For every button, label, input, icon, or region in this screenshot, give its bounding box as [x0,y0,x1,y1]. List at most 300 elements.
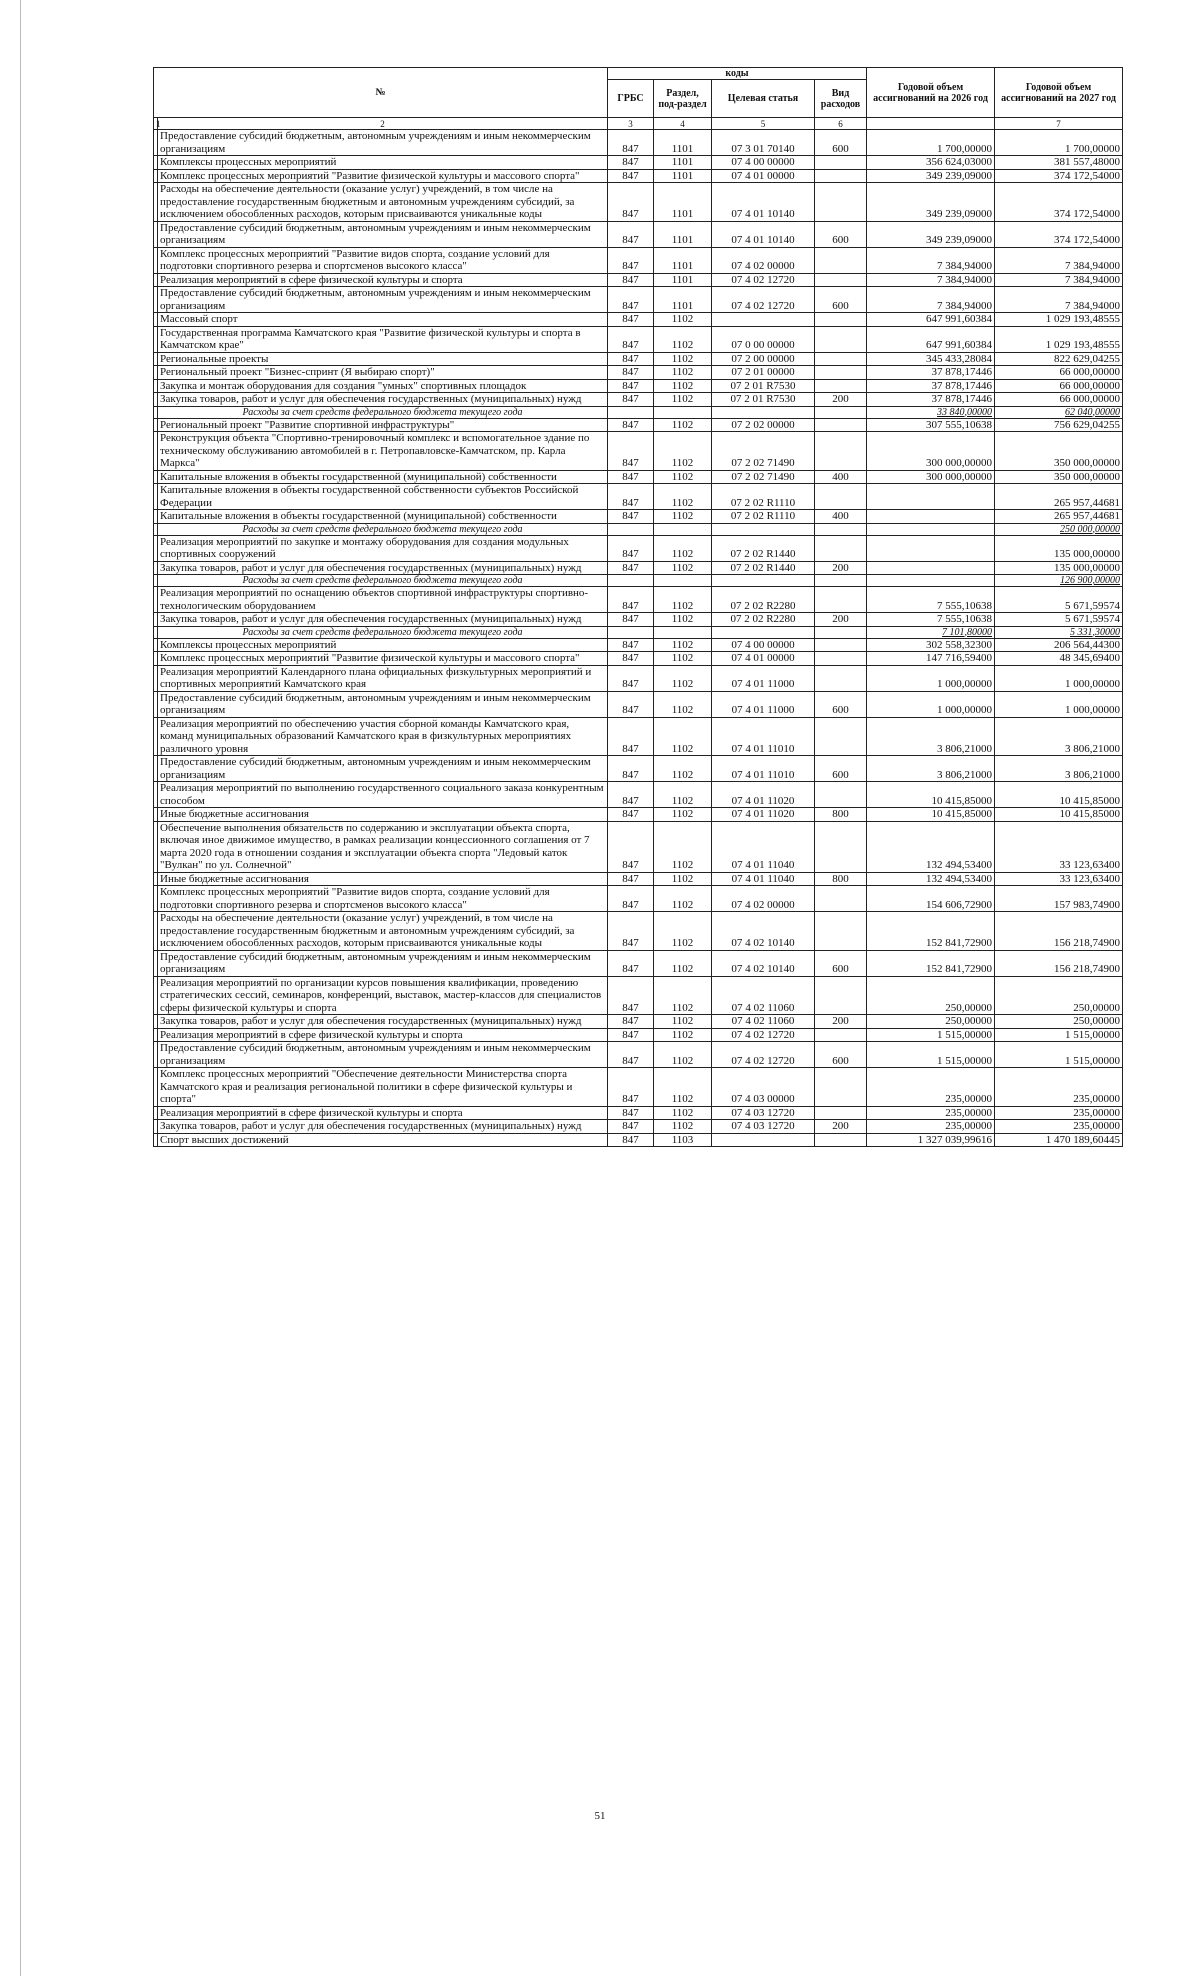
row-2026-cell: 7 101,80000 [867,626,995,638]
row-grbs-cell: 847 [608,510,654,524]
row-vid-cell [815,1068,867,1107]
row-razdel-cell: 1101 [654,287,712,313]
table-row [154,221,1123,247]
row-razdel-cell: 1102 [654,510,712,524]
row-name-cell: Реализация мероприятий по организации курсов повышения квалификации, проведению стратегических сессий, семинаров, конференций, выставок, мастер-классов для специалистов сферы физической культуры и спорта [158,976,608,1015]
row-razdel-cell: 1102 [654,587,712,613]
row-vid-cell: 600 [815,950,867,976]
row-name-cell: Капитальные вложения в объекты государственной (муниципальной) собственности [158,510,608,524]
row-celevaya-cell: 07 4 01 11020 [712,782,815,808]
header-vid: Вид расходов [815,80,867,118]
row-vid-cell [815,432,867,471]
row-2026-cell: 356 624,03000 [867,156,995,170]
table-row [154,638,1123,652]
row-2026-cell: 1 515,00000 [867,1042,995,1068]
row-vid-cell: 200 [815,393,867,407]
row-grbs-cell: 847 [608,756,654,782]
header-codes: коды [608,68,867,80]
row-2027-cell: 62 040,00000 [995,406,1123,418]
row-2026-cell: 349 239,09000 [867,169,995,183]
table-row [154,1028,1123,1042]
row-2027-cell: 350 000,00000 [995,432,1123,471]
row-celevaya-cell: 07 2 02 R2280 [712,587,815,613]
row-2027-cell: 265 957,44681 [995,484,1123,510]
row-celevaya-cell: 07 4 00 00000 [712,638,815,652]
row-name-cell: Предоставление субсидий бюджетным, автономным учреждениям и иным некоммерческим организациям [158,756,608,782]
table-row [154,130,1123,156]
row-celevaya-cell: 07 2 02 R1440 [712,535,815,561]
row-grbs-cell: 847 [608,366,654,380]
table-row [154,665,1123,691]
row-celevaya-cell: 07 4 02 11060 [712,1015,815,1029]
row-razdel-cell: 1102 [654,912,712,951]
row-name-cell: Предоставление субсидий бюджетным, автономным учреждениям и иным некоммерческим организациям [158,287,608,313]
col-num-5: 5 [712,118,815,130]
table-row [154,1133,1123,1147]
table-row [154,326,1123,352]
row-grbs-cell: 847 [608,872,654,886]
row-grbs-cell: 847 [608,1042,654,1068]
row-grbs-cell: 847 [608,313,654,327]
row-grbs-cell: 847 [608,326,654,352]
table-row [154,470,1123,484]
row-name-cell: Региональный проект "Бизнес-спринт (Я выбираю спорт)" [158,366,608,380]
table-row [154,976,1123,1015]
row-name-cell: Капитальные вложения в объекты государственной (муниципальной) собственности [158,470,608,484]
row-name-cell: Комплекс процессных мероприятий "Развитие видов спорта, создание условий для подготовки спортивного резерва и спортсменов высокого класса" [158,247,608,273]
row-grbs-cell: 847 [608,782,654,808]
row-razdel-cell: 1102 [654,313,712,327]
row-2027-cell: 157 983,74900 [995,886,1123,912]
row-grbs-cell: 847 [608,587,654,613]
row-name-cell: Предоставление субсидий бюджетным, автономным учреждениям и иным некоммерческим организациям [158,221,608,247]
row-2026-cell: 132 494,53400 [867,872,995,886]
row-2027-cell: 66 000,00000 [995,393,1123,407]
table-row [154,756,1123,782]
row-vid-cell [815,313,867,327]
row-2027-cell: 206 564,44300 [995,638,1123,652]
table-row [154,717,1123,756]
row-2026-cell: 152 841,72900 [867,950,995,976]
row-vid-cell: 200 [815,1120,867,1134]
federal-budget-row [154,523,1123,535]
row-vid-cell [815,821,867,872]
row-vid-cell [815,523,867,535]
row-2026-cell: 1 000,00000 [867,665,995,691]
row-grbs-cell: 847 [608,665,654,691]
row-2026-cell: 10 415,85000 [867,808,995,822]
table-row [154,1015,1123,1029]
row-vid-cell [815,652,867,666]
row-grbs-cell: 847 [608,273,654,287]
row-2027-cell: 7 384,94000 [995,273,1123,287]
row-vid-cell: 800 [815,872,867,886]
row-vid-cell [815,717,867,756]
row-razdel-cell: 1102 [654,782,712,808]
table-row [154,1042,1123,1068]
row-grbs-cell: 847 [608,221,654,247]
row-grbs-cell: 847 [608,808,654,822]
row-razdel-cell: 1101 [654,273,712,287]
row-2027-cell: 1 000,00000 [995,691,1123,717]
row-celevaya-cell [712,406,815,418]
row-name-cell: Массовый спорт [158,313,608,327]
row-vid-cell: 600 [815,221,867,247]
row-grbs-cell [608,523,654,535]
row-2027-cell: 265 957,44681 [995,510,1123,524]
row-razdel-cell: 1102 [654,432,712,471]
row-razdel-cell: 1102 [654,717,712,756]
row-grbs-cell: 847 [608,950,654,976]
row-grbs-cell [608,575,654,587]
row-2026-cell: 7 384,94000 [867,247,995,273]
row-2026-cell [867,510,995,524]
row-vid-cell [815,484,867,510]
table-row [154,652,1123,666]
row-vid-cell: 800 [815,808,867,822]
row-2026-cell: 37 878,17446 [867,366,995,380]
table-row [154,1106,1123,1120]
row-name-cell: Расходы за счет средств федерального бюджета текущего года [158,523,608,535]
row-grbs-cell: 847 [608,912,654,951]
row-celevaya-cell: 07 2 02 71490 [712,470,815,484]
row-celevaya-cell: 07 2 02 R1440 [712,561,815,575]
header-num: № [154,68,608,118]
row-name-cell: Спорт высших достижений [158,1133,608,1147]
row-razdel-cell: 1101 [654,130,712,156]
row-2026-cell: 345 433,28084 [867,352,995,366]
row-vid-cell [815,1028,867,1042]
row-2026-cell: 235,00000 [867,1120,995,1134]
row-grbs-cell: 847 [608,379,654,393]
table-row [154,169,1123,183]
row-name-cell: Комплекс процессных мероприятий "Обеспечение деятельности Министерства спорта Камчатского края и реализация региональной политики в сфере физической культуры и спорта" [158,1068,608,1107]
row-2027-cell: 1 515,00000 [995,1042,1123,1068]
row-razdel-cell: 1102 [654,379,712,393]
table-row [154,418,1123,432]
row-name-cell: Региональный проект "Развитие спортивной инфраструктуры" [158,418,608,432]
row-name-cell: Реконструкция объекта "Спортивно-тренировочный комплекс и вспомогательное здание по техническому обслуживанию автомобилей в г. Петропавловске-Камчатском, пр. Карла Маркса" [158,432,608,471]
row-name-cell: Комплекс процессных мероприятий "Развитие видов спорта, создание условий для подготовки спортивного резерва и спортсменов высокого класса" [158,886,608,912]
row-2027-cell: 135 000,00000 [995,561,1123,575]
row-celevaya-cell: 07 2 01 R7530 [712,379,815,393]
row-celevaya-cell: 07 4 01 11000 [712,665,815,691]
row-celevaya-cell: 07 4 02 12720 [712,273,815,287]
row-name-cell: Реализация мероприятий по обеспечению участия сборной команды Камчатского края, команд муниципальных образований Камчатского края в физкультурных мероприятиях различного уровня [158,717,608,756]
row-2027-cell: 10 415,85000 [995,782,1123,808]
row-2027-cell: 66 000,00000 [995,366,1123,380]
table-row [154,950,1123,976]
row-name-cell: Комплекс процессных мероприятий "Развитие физической культуры и массового спорта" [158,652,608,666]
row-grbs-cell: 847 [608,1068,654,1107]
row-name-cell: Комплексы процессных мероприятий [158,156,608,170]
row-grbs-cell: 847 [608,1106,654,1120]
col-num-3: 3 [608,118,654,130]
row-2027-cell: 135 000,00000 [995,535,1123,561]
table-row [154,273,1123,287]
table-row [154,886,1123,912]
table-row [154,484,1123,510]
row-grbs-cell [608,626,654,638]
row-vid-cell: 600 [815,130,867,156]
row-2027-cell: 1 470 189,60445 [995,1133,1123,1147]
row-2027-cell: 250,00000 [995,976,1123,1015]
row-2026-cell: 235,00000 [867,1106,995,1120]
table-row [154,287,1123,313]
row-2026-cell: 3 806,21000 [867,756,995,782]
row-2027-cell: 7 384,94000 [995,287,1123,313]
row-2027-cell: 1 515,00000 [995,1028,1123,1042]
table-row [154,247,1123,273]
table-header [154,68,1123,130]
row-name-cell: Реализация мероприятий в сфере физической культуры и спорта [158,273,608,287]
row-2027-cell: 7 384,94000 [995,247,1123,273]
row-2026-cell: 132 494,53400 [867,821,995,872]
row-vid-cell [815,575,867,587]
row-vid-cell: 200 [815,561,867,575]
row-2027-cell: 250 000,00000 [995,523,1123,535]
row-grbs-cell: 847 [608,1133,654,1147]
row-vid-cell [815,1133,867,1147]
row-grbs-cell: 847 [608,183,654,222]
col-num-7: 7 [995,118,1123,130]
row-grbs-cell: 847 [608,1015,654,1029]
row-razdel-cell: 1102 [654,652,712,666]
row-name-cell: Предоставление субсидий бюджетным, автономным учреждениям и иным некоммерческим организациям [158,130,608,156]
row-celevaya-cell: 07 4 01 00000 [712,652,815,666]
row-2026-cell: 152 841,72900 [867,912,995,951]
header-razdel: Раздел, под-раздел [654,80,712,118]
row-grbs-cell: 847 [608,470,654,484]
row-celevaya-cell: 07 4 01 11020 [712,808,815,822]
row-grbs-cell: 847 [608,287,654,313]
row-2026-cell: 33 840,00000 [867,406,995,418]
row-vid-cell: 600 [815,1042,867,1068]
row-2026-cell: 349 239,09000 [867,221,995,247]
row-celevaya-cell: 07 4 01 11010 [712,717,815,756]
row-celevaya-cell: 07 4 01 10140 [712,183,815,222]
row-razdel-cell: 1102 [654,1120,712,1134]
row-2027-cell: 374 172,54000 [995,169,1123,183]
row-celevaya-cell: 07 4 02 12720 [712,1028,815,1042]
row-name-cell: Расходы за счет средств федерального бюджета текущего года [158,626,608,638]
row-grbs-cell: 847 [608,535,654,561]
row-razdel-cell: 1102 [654,821,712,872]
row-grbs-cell: 847 [608,393,654,407]
table-body [154,130,1123,1147]
row-name-cell: Капитальные вложения в объекты государственной собственности субъектов Российской Федерации [158,484,608,510]
row-2027-cell: 5 671,59574 [995,587,1123,613]
budget-table-container [153,67,1122,1147]
row-2026-cell: 250,00000 [867,976,995,1015]
table-row [154,691,1123,717]
row-vid-cell: 400 [815,510,867,524]
row-razdel-cell: 1102 [654,393,712,407]
row-vid-cell [815,247,867,273]
header-2026: Годовой объем ассигнований на 2026 год [867,68,995,118]
row-razdel-cell: 1102 [654,352,712,366]
row-grbs-cell: 847 [608,821,654,872]
header-column-numbers [154,118,1123,130]
row-name-cell: Реализация мероприятий в сфере физической культуры и спорта [158,1028,608,1042]
row-grbs-cell: 847 [608,717,654,756]
row-2026-cell: 147 716,59400 [867,652,995,666]
row-2026-cell: 154 606,72900 [867,886,995,912]
row-vid-cell [815,587,867,613]
row-2026-cell: 37 878,17446 [867,379,995,393]
federal-budget-row [154,406,1123,418]
row-2027-cell: 235,00000 [995,1120,1123,1134]
row-razdel-cell: 1102 [654,976,712,1015]
col-num-blank [867,118,995,130]
table-row [154,510,1123,524]
row-vid-cell [815,912,867,951]
row-2027-cell: 1 000,00000 [995,665,1123,691]
row-2027-cell: 381 557,48000 [995,156,1123,170]
row-name-cell: Реализация мероприятий по закупке и монтажу оборудования для создания модульных спортивных сооружений [158,535,608,561]
row-2027-cell: 235,00000 [995,1106,1123,1120]
row-grbs-cell: 847 [608,484,654,510]
row-2026-cell: 7 555,10638 [867,613,995,627]
row-celevaya-cell: 07 4 01 11010 [712,756,815,782]
col-num-2: 2 [158,118,608,130]
table-row [154,782,1123,808]
row-2027-cell: 756 629,04255 [995,418,1123,432]
col-num-1: 1 [154,118,158,130]
row-name-cell: Предоставление субсидий бюджетным, автономным учреждениям и иным некоммерческим организациям [158,1042,608,1068]
table-row [154,1120,1123,1134]
row-razdel-cell: 1101 [654,169,712,183]
row-2026-cell [867,535,995,561]
row-2027-cell: 350 000,00000 [995,470,1123,484]
row-razdel-cell: 1102 [654,561,712,575]
row-2027-cell: 1 029 193,48555 [995,326,1123,352]
row-celevaya-cell: 07 4 02 12720 [712,1042,815,1068]
row-2027-cell: 374 172,54000 [995,221,1123,247]
row-name-cell: Закупка товаров, работ и услуг для обеспечения государственных (муниципальных) нужд [158,613,608,627]
scan-edge-line [20,0,21,1976]
row-2027-cell: 126 900,00000 [995,575,1123,587]
row-2027-cell: 156 218,74900 [995,950,1123,976]
row-celevaya-cell: 07 2 02 R1110 [712,510,815,524]
row-vid-cell [815,406,867,418]
table-row [154,313,1123,327]
row-vid-cell: 600 [815,756,867,782]
row-grbs-cell [608,406,654,418]
row-grbs-cell: 847 [608,169,654,183]
row-razdel-cell: 1102 [654,872,712,886]
row-celevaya-cell [712,523,815,535]
row-vid-cell [815,379,867,393]
row-vid-cell [815,156,867,170]
row-name-cell: Закупка товаров, работ и услуг для обеспечения государственных (муниципальных) нужд [158,393,608,407]
federal-budget-row [154,626,1123,638]
col-num-6: 6 [815,118,867,130]
row-celevaya-cell: 07 2 02 R1110 [712,484,815,510]
row-2026-cell: 250,00000 [867,1015,995,1029]
row-vid-cell: 600 [815,691,867,717]
row-razdel-cell: 1102 [654,1106,712,1120]
row-celevaya-cell: 07 4 02 00000 [712,886,815,912]
row-grbs-cell: 847 [608,1120,654,1134]
row-celevaya-cell: 07 4 02 00000 [712,247,815,273]
row-2026-cell: 300 000,00000 [867,432,995,471]
row-2026-cell [867,575,995,587]
row-vid-cell: 200 [815,1015,867,1029]
row-celevaya-cell: 07 4 03 12720 [712,1106,815,1120]
row-2026-cell: 37 878,17446 [867,393,995,407]
row-razdel-cell: 1102 [654,613,712,627]
row-2027-cell: 3 806,21000 [995,756,1123,782]
row-vid-cell [815,169,867,183]
table-row [154,535,1123,561]
table-row [154,613,1123,627]
header-grbs: ГРБС [608,80,654,118]
row-razdel-cell: 1102 [654,484,712,510]
row-2026-cell: 647 991,60384 [867,326,995,352]
row-celevaya-cell: 07 4 03 12720 [712,1120,815,1134]
row-celevaya-cell: 07 2 01 R7530 [712,393,815,407]
row-name-cell: Предоставление субсидий бюджетным, автономным учреждениям и иным некоммерческим организациям [158,691,608,717]
header-2027: Годовой объем ассигнований на 2027 год [995,68,1123,118]
row-vid-cell: 400 [815,470,867,484]
table-row [154,352,1123,366]
row-razdel-cell: 1103 [654,1133,712,1147]
row-name-cell: Закупка товаров, работ и услуг для обеспечения государственных (муниципальных) нужд [158,561,608,575]
row-2026-cell: 1 000,00000 [867,691,995,717]
row-2027-cell: 66 000,00000 [995,379,1123,393]
table-row [154,587,1123,613]
row-celevaya-cell [712,1133,815,1147]
row-celevaya-cell: 07 2 02 R2280 [712,613,815,627]
row-name-cell: Предоставление субсидий бюджетным, автономным учреждениям и иным некоммерческим организациям [158,950,608,976]
row-name-cell: Закупка и монтаж оборудования для создания "умных" спортивных площадок [158,379,608,393]
row-name-cell: Региональные проекты [158,352,608,366]
row-2027-cell: 374 172,54000 [995,183,1123,222]
row-grbs-cell: 847 [608,691,654,717]
row-grbs-cell: 847 [608,418,654,432]
row-razdel-cell: 1102 [654,1015,712,1029]
row-razdel-cell: 1102 [654,418,712,432]
row-2027-cell: 33 123,63400 [995,872,1123,886]
row-vid-cell [815,535,867,561]
table-row [154,379,1123,393]
row-vid-cell [815,1106,867,1120]
row-celevaya-cell: 07 4 01 11040 [712,872,815,886]
row-name-cell: Расходы за счет средств федерального бюджета текущего года [158,575,608,587]
row-vid-cell [815,273,867,287]
row-razdel-cell: 1102 [654,1068,712,1107]
row-grbs-cell: 847 [608,247,654,273]
table-row [154,183,1123,222]
row-2026-cell: 647 991,60384 [867,313,995,327]
row-grbs-cell: 847 [608,1028,654,1042]
row-2026-cell: 300 000,00000 [867,470,995,484]
table-row [154,432,1123,471]
row-2027-cell: 33 123,63400 [995,821,1123,872]
row-celevaya-cell: 07 4 00 00000 [712,156,815,170]
row-razdel-cell: 1102 [654,535,712,561]
row-vid-cell [815,366,867,380]
row-celevaya-cell [712,313,815,327]
federal-budget-row [154,575,1123,587]
page-number: 51 [594,1810,606,1822]
row-vid-cell [815,976,867,1015]
row-2027-cell: 3 806,21000 [995,717,1123,756]
row-celevaya-cell: 07 4 02 11060 [712,976,815,1015]
row-grbs-cell: 847 [608,130,654,156]
row-name-cell: Комплексы процессных мероприятий [158,638,608,652]
